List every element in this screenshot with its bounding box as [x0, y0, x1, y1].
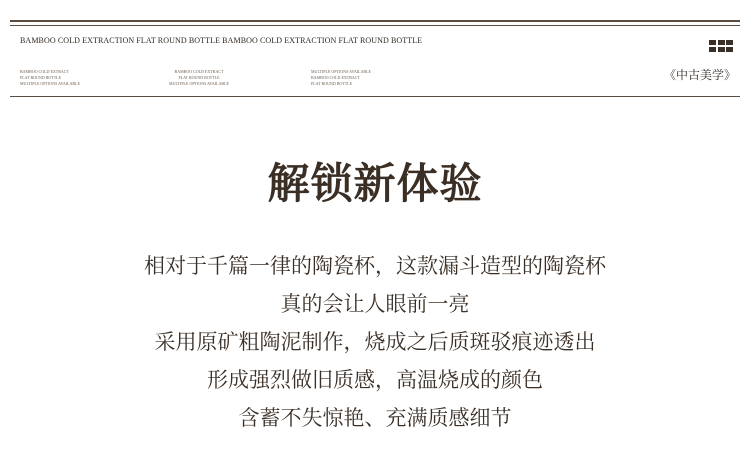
description-line: 采用原矿粗陶泥制作，烧成之后质斑驳痕迹透出	[154, 330, 596, 354]
grid-cell	[709, 40, 716, 45]
grid-cell	[718, 47, 725, 52]
grid-cell	[718, 40, 725, 45]
header-bottom-rule	[10, 96, 740, 97]
tiny-caption-block-2	[166, 69, 232, 87]
top-rule-thick	[10, 20, 740, 22]
tiny-caption-line: FLAT ROUND BOTTLE	[178, 75, 220, 80]
grid-cell	[726, 47, 733, 52]
top-rule-thin	[10, 25, 740, 26]
description-line: 相对于千篇一律的陶瓷杯，这款漏斗造型的陶瓷杯	[144, 254, 606, 278]
description-line: 形成强烈做旧质感，高温烧成的颜色	[207, 368, 543, 392]
description-line: 含蓄不失惊艳、充满质感细节	[238, 406, 512, 430]
tiny-caption-line: MULTIPLE OPTIONS AVAILABLE	[20, 81, 80, 86]
grid-cell	[726, 40, 733, 45]
tiny-caption-block-3	[311, 69, 371, 87]
tiny-caption-line: MULTIPLE OPTIONS AVAILABLE	[311, 69, 371, 74]
tiny-caption-line: BAMBOO COLD EXTRACT	[20, 69, 69, 74]
page-title: 解锁新体验	[267, 159, 483, 208]
grid-cell	[709, 47, 716, 52]
grid-menu-icon[interactable]	[709, 40, 733, 52]
tiny-caption-line: FLAT ROUND BOTTLE	[20, 75, 62, 80]
header-banner-text: BAMBOO COLD EXTRACTION FLAT ROUND BOTTLE BAMBOO COLD EXTRACTION FLAT ROUND BOTTLE	[20, 36, 423, 45]
tiny-caption-line: BAMBOO COLD EXTRACT	[174, 69, 224, 74]
tiny-caption-line: FLAT ROUND BOTTLE	[311, 81, 353, 86]
brand-tag: 《中古美学》	[663, 68, 736, 82]
description-line: 真的会让人眼前一亮	[280, 292, 470, 316]
description-block	[0, 247, 750, 437]
tiny-caption-block-1	[20, 69, 80, 87]
tiny-caption-line: MULTIPLE OPTIONS AVAILABLE	[169, 81, 229, 86]
tiny-caption-line: BAMBOO COLD EXTRACT	[311, 75, 360, 80]
